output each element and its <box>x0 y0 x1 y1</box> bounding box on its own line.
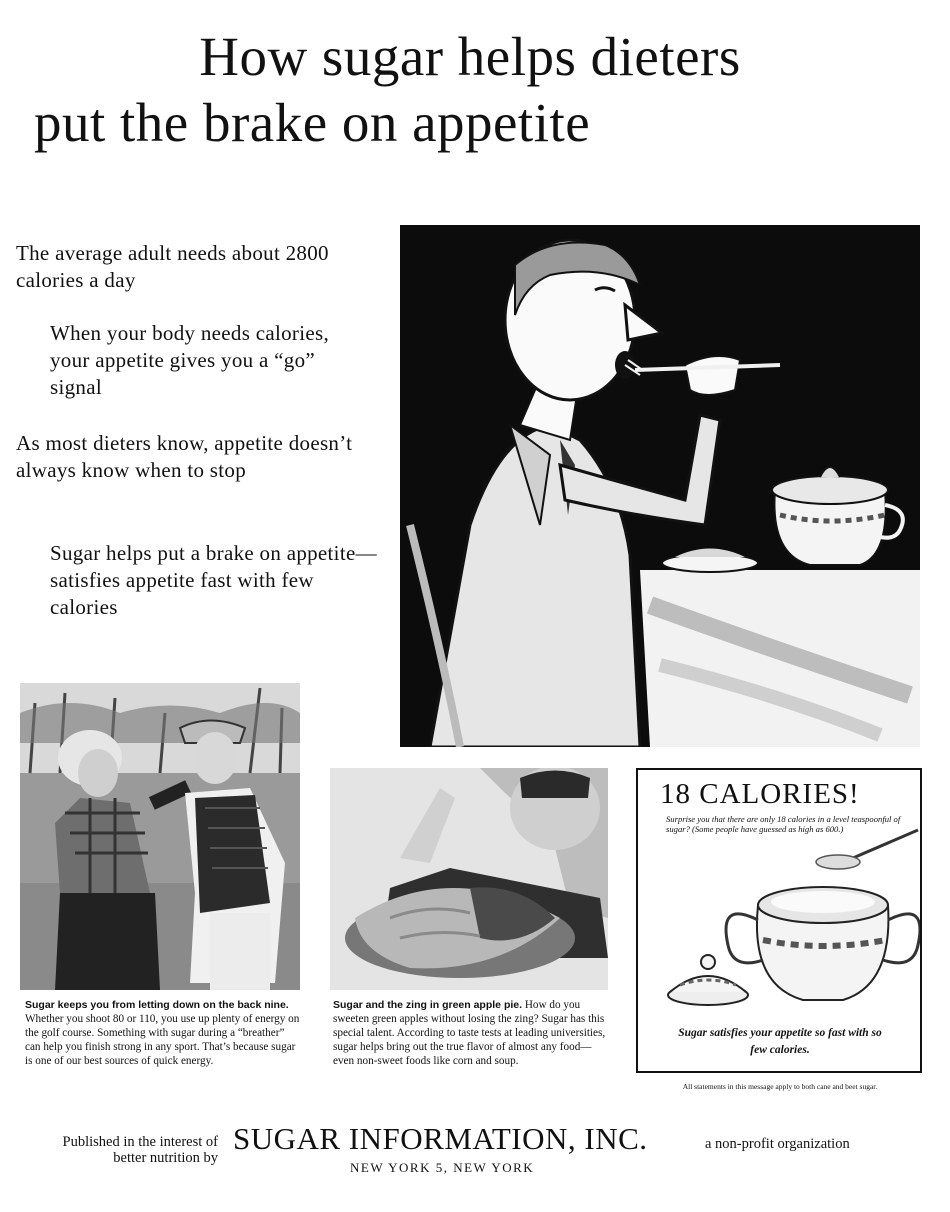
pie-caption-lead: Sugar and the zing in green apple pie. <box>333 999 523 1011</box>
calorie-box-title: 18 CALORIES! <box>660 778 860 810</box>
claim-go-signal: When your body needs calories, your appetite gives you a “go” signal <box>50 321 329 399</box>
published-by-label: Published in the interest of better nutrition by <box>62 1134 218 1166</box>
headline-line-1: How sugar helps dieters <box>199 26 741 87</box>
headline-line-2: put the brake on appetite <box>34 92 591 153</box>
golf-caption-lead: Sugar keeps you from letting down on the back nine. <box>25 999 289 1011</box>
dieter-eating-illustration <box>400 225 920 747</box>
golf-photo-art <box>20 683 300 990</box>
headline <box>20 24 920 156</box>
organization-name: SUGAR INFORMATION, INC. <box>233 1121 648 1156</box>
pie-caption-body: How do you sweeten green apples without losing the zing? Sugar has this special talent. According to taste tests at leading universities, sugar helps bring out the true flavor of almost any food—even non-sweet foods like corn and soup. <box>333 999 606 1067</box>
golf-caption <box>25 998 300 1068</box>
dieter-illustration-art <box>400 225 920 747</box>
claim-sugar-brake: Sugar helps put a brake on appetite—satisfies appetite fast with few calories <box>50 541 377 619</box>
golf-caption-body: Whether you shoot 80 or 110, you use up plenty of energy on the golf course. Something with sugar during a “breather” can help you finish strong in any sport. That’s because sugar is one of our best sources of quick energy. <box>25 1013 300 1067</box>
nonprofit-label: a non-profit organization <box>705 1136 850 1152</box>
claim-when-to-stop: As most dieters know, appetite doesn’t always know when to stop <box>16 431 353 482</box>
pie-caption <box>333 998 609 1068</box>
cane-beet-note: All statements in this message apply to both cane and beet sugar. <box>682 1082 878 1091</box>
organization-address: NEW YORK 5, NEW YORK <box>350 1160 535 1175</box>
golf-couple-photo <box>20 683 300 990</box>
calorie-box-subtitle: Surprise you that there are only 18 calories in a level teaspoonful of sugar? (Some people have guessed as high as 600.) <box>666 814 901 834</box>
claim-calories-needed: The average adult needs about 2800 calories a day <box>16 241 329 292</box>
apple-pie-photo <box>330 768 608 990</box>
published-by-text <box>48 1134 218 1166</box>
pie-photo-art <box>330 768 608 990</box>
calorie-box-tagline: Sugar satisfies your appetite so fast with so few calories. <box>678 1027 882 1056</box>
